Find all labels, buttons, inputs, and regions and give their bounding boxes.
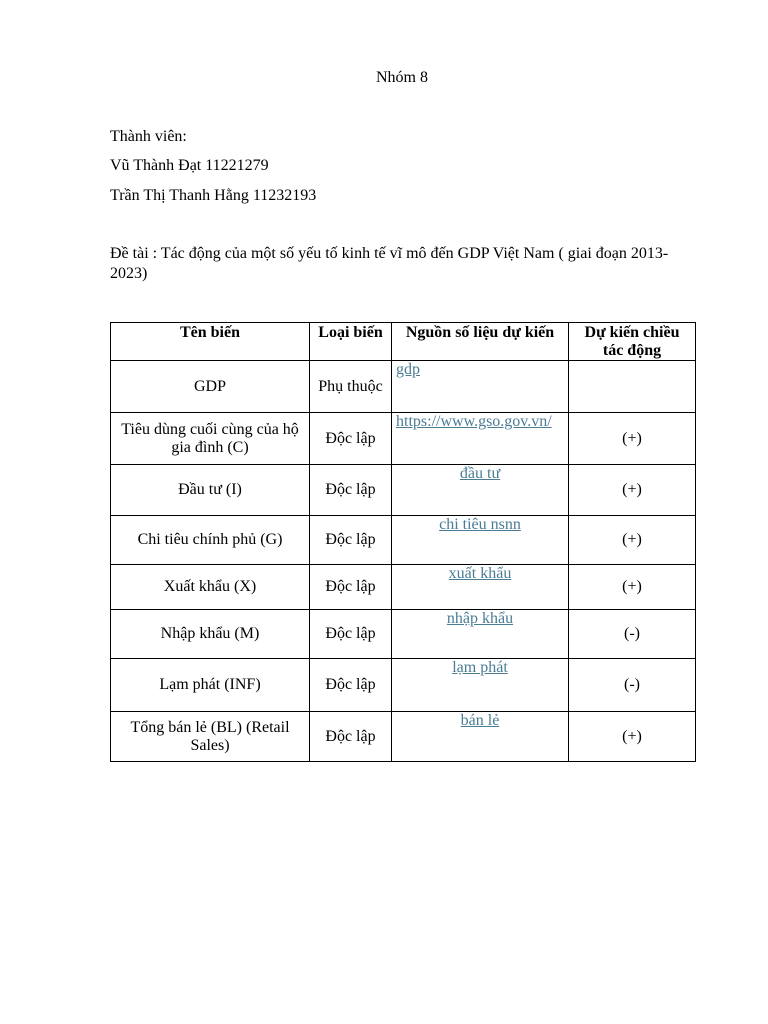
topic-line: Đề tài : Tác động của một số yếu tố kinh tế vĩ mô đến GDP Việt Nam ( giai đoạn 2013-2023) bbox=[110, 245, 669, 282]
cell-variable-type: Độc lập bbox=[310, 465, 392, 516]
cell-variable-type: Độc lập bbox=[310, 610, 392, 659]
member-line: Trần Thị Thanh Hằng 11232193 bbox=[110, 187, 317, 204]
cell-variable-type: Độc lập bbox=[310, 516, 392, 565]
cell-variable-name: Tổng bán lẻ (BL) (Retail Sales) bbox=[111, 712, 310, 762]
cell-data-source bbox=[392, 565, 569, 610]
cell-expected-effect: (+) bbox=[569, 712, 696, 762]
source-link-inflation[interactable]: lạm phát bbox=[452, 659, 508, 676]
table-row bbox=[111, 516, 696, 565]
cell-expected-effect: (+) bbox=[569, 465, 696, 516]
cell-variable-name: Lạm phát (INF) bbox=[111, 659, 310, 712]
cell-data-source bbox=[392, 516, 569, 565]
cell-variable-name: Xuất khẩu (X) bbox=[111, 565, 310, 610]
source-link-government-spending[interactable]: chi tiêu nsnn bbox=[439, 516, 521, 533]
cell-variable-type: Phụ thuộc bbox=[310, 361, 392, 413]
cell-variable-name: Chi tiêu chính phủ (G) bbox=[111, 516, 310, 565]
cell-variable-name: Nhập khẩu (M) bbox=[111, 610, 310, 659]
cell-data-source bbox=[392, 659, 569, 712]
table-header-row bbox=[111, 323, 696, 361]
cell-variable-type: Độc lập bbox=[310, 659, 392, 712]
cell-data-source bbox=[392, 413, 569, 465]
cell-variable-type: Độc lập bbox=[310, 712, 392, 762]
cell-data-source bbox=[392, 712, 569, 762]
table-row bbox=[111, 712, 696, 762]
cell-expected-effect: (+) bbox=[569, 413, 696, 465]
source-link-retail[interactable]: bán lẻ bbox=[460, 712, 500, 729]
table-row bbox=[111, 659, 696, 712]
table-row bbox=[111, 465, 696, 516]
table-row bbox=[111, 610, 696, 659]
cell-expected-effect bbox=[569, 361, 696, 413]
cell-expected-effect: (-) bbox=[569, 610, 696, 659]
header-variable-type: Loại biến bbox=[310, 323, 392, 361]
source-link-imports[interactable]: nhập khẩu bbox=[446, 610, 514, 627]
source-link-exports[interactable]: xuất khẩu bbox=[448, 565, 512, 582]
header-data-source: Nguồn số liệu dự kiến bbox=[392, 323, 569, 361]
table-row bbox=[111, 565, 696, 610]
cell-data-source bbox=[392, 361, 569, 413]
header-expected-effect: Dự kiến chiều tác động bbox=[569, 323, 696, 361]
source-link-gso[interactable]: https://www.gso.gov.vn/ bbox=[396, 413, 552, 430]
table-row bbox=[111, 413, 696, 465]
cell-expected-effect: (-) bbox=[569, 659, 696, 712]
cell-variable-name: Đầu tư (I) bbox=[111, 465, 310, 516]
source-link-investment[interactable]: đầu tư bbox=[459, 465, 501, 482]
source-link-gdp[interactable]: gdp bbox=[396, 361, 420, 378]
variables-table bbox=[110, 322, 696, 762]
cell-variable-name: GDP bbox=[111, 361, 310, 413]
cell-variable-type: Độc lập bbox=[310, 413, 392, 465]
member-line: Vũ Thành Đạt 11221279 bbox=[110, 157, 269, 174]
members-label: Thành viên: bbox=[110, 128, 187, 145]
page-title: Nhóm 8 bbox=[376, 69, 428, 86]
cell-data-source bbox=[392, 610, 569, 659]
cell-variable-type: Độc lập bbox=[310, 565, 392, 610]
cell-expected-effect: (+) bbox=[569, 565, 696, 610]
cell-data-source bbox=[392, 465, 569, 516]
cell-expected-effect: (+) bbox=[569, 516, 696, 565]
header-variable-name: Tên biến bbox=[111, 323, 310, 361]
table-row bbox=[111, 361, 696, 413]
cell-variable-name: Tiêu dùng cuối cùng của hộ gia đình (C) bbox=[111, 413, 310, 465]
